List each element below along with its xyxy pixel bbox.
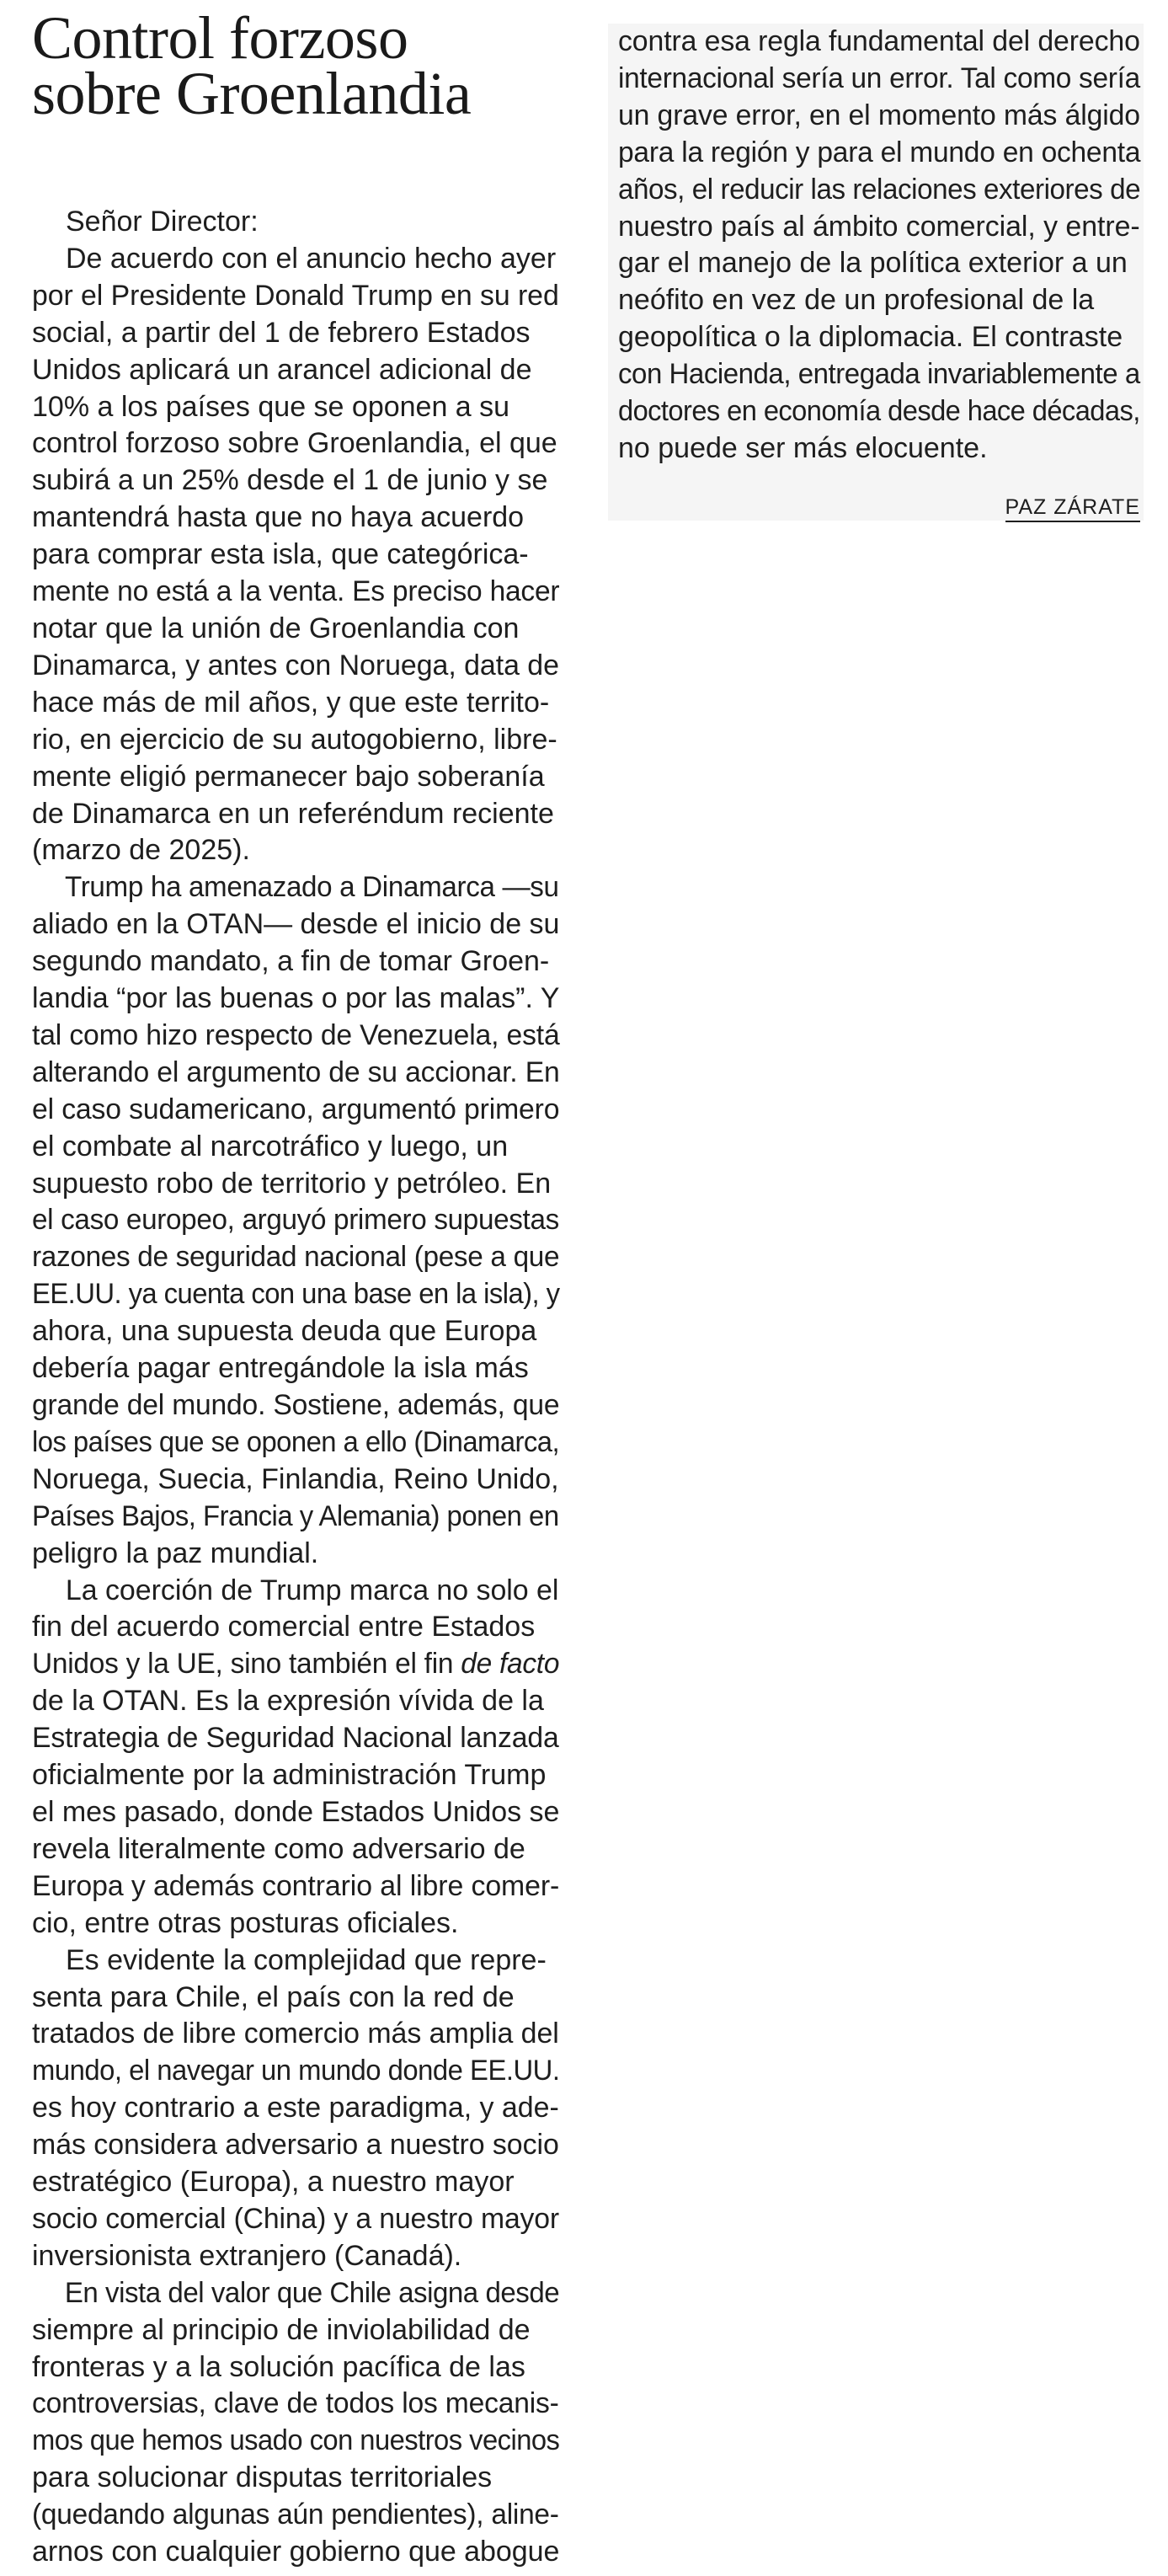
body-line — [32, 1092, 560, 1129]
body-line — [32, 500, 559, 537]
body-line-text: Noruega, Suecia, Finlandia, Reino Unido, — [32, 1462, 559, 1495]
body-line — [32, 1202, 559, 1239]
body-line — [32, 906, 559, 943]
body-line — [32, 1462, 559, 1499]
body-line — [32, 2275, 560, 2312]
body-line-text: Países Bajos, Francia y Alemania) ponen en — [32, 1499, 559, 1532]
body-line-text: La coerción de Trump marca no solo el — [65, 1574, 559, 1606]
body-line-text: landia “por las buenas o por las malas”. Y — [32, 982, 560, 1015]
body-line-text: Unidos y la UE, sino también el fin — [32, 1648, 461, 1681]
body-line-text: Trump ha amenazado a Dinamarca —su — [65, 871, 559, 904]
body-line-text: debería pagar entregándole la isla más — [32, 1352, 529, 1385]
body-line — [32, 648, 557, 685]
body-line — [32, 943, 559, 981]
salutation: Señor Director: — [66, 206, 259, 238]
body-line — [32, 1573, 558, 1610]
body-line — [32, 352, 559, 389]
body-line-text: mente no está a la venta. Es preciso hacer — [32, 575, 560, 608]
body-line: neófito en vez de un profesional de la — [618, 284, 1095, 317]
body-line — [32, 1831, 559, 1868]
body-line — [32, 2312, 559, 2349]
body-line — [32, 1794, 559, 1831]
body-line — [32, 2164, 559, 2201]
body-line — [32, 1129, 559, 1166]
body-line-text: social, a partir del 1 de febrero Estados — [32, 316, 531, 349]
body-line-text: por el Presidente Donald Trump en su red — [32, 279, 559, 312]
body-line — [32, 1980, 559, 2017]
body-line — [32, 611, 559, 648]
body-line-text: De acuerdo con el anuncio hecho ayer — [66, 242, 557, 275]
body-line — [32, 759, 559, 796]
body-line-text: siempre al principio de inviolabilidad de — [32, 2313, 531, 2346]
body-line — [32, 2090, 558, 2127]
body-line-text: los países que se oponen a ello (Dinamarca, — [32, 1425, 560, 1458]
italic-phrase: de facto — [461, 1648, 560, 1681]
body-line — [32, 315, 559, 352]
body-line — [32, 2127, 557, 2164]
body-line-text: EE.UU. ya cuenta con una base en la isla), y — [32, 1278, 560, 1311]
body-line-text: alterando el argumento de su accionar. En — [32, 1056, 560, 1088]
body-line-text: el caso sudamericano, argumentó primero — [32, 1093, 560, 1125]
body-line-text: tal como hizo respecto de Venezuela, está — [32, 1018, 560, 1051]
body-line-text: Estrategia de Seguridad Nacional lanzada — [32, 1722, 559, 1755]
body-line-text: socio comercial (China) y a nuestro mayor — [32, 2202, 559, 2235]
body-line-text: estratégico (Europa), a nuestro mayor — [32, 2166, 515, 2199]
body-line-text: es hoy contrario a este paradigma, y ade- — [32, 2092, 559, 2124]
body-line — [32, 574, 560, 611]
body-line: no puede ser más elocuente. — [618, 431, 988, 464]
right-column — [608, 24, 1144, 521]
body-line — [32, 537, 559, 574]
body-line-text: notar que la unión de Groenlandia con — [32, 612, 520, 644]
body-line — [32, 2201, 559, 2238]
body-line-text: mantendrá hasta que no haya acuerdo — [32, 501, 525, 534]
body-line-text: 10% a los países que se oponen a su — [32, 390, 510, 423]
body-line — [32, 1720, 559, 1757]
body-line — [32, 1536, 559, 1573]
body-line-text: de la OTAN. Es la expresión vívida de la — [32, 1685, 544, 1718]
body-line — [32, 2349, 559, 2386]
body-line — [32, 1239, 560, 1276]
body-line-text: ahora, una supuesta deuda que Europa — [32, 1315, 537, 1348]
body-line — [32, 1609, 559, 1646]
author-signature: PAZ ZÁRATE — [1005, 495, 1140, 522]
body-line: doctores en economía desde hace décadas, — [618, 395, 1140, 428]
body-line-text: (quedando algunas aún pendientes), aline- — [32, 2499, 559, 2531]
body-line-text: rio, en ejercicio de su autogobierno, libre- — [32, 723, 557, 756]
body-line-text: para solucionar disputas territoriales — [32, 2461, 493, 2494]
body-line-text: cio, entre otras posturas oficiales. — [32, 1906, 459, 1939]
body-line-text: mundo, el navegar un mundo donde EE.UU. — [32, 2055, 560, 2087]
body-line-text: En vista del valor que Chile asigna desde — [64, 2276, 560, 2309]
body-line — [32, 1499, 559, 1536]
body-line-text: Unidos aplicará un arancel adicional de — [32, 353, 532, 386]
body-line — [32, 2534, 559, 2571]
body-line — [32, 1055, 560, 1092]
body-line-text: mente eligió permanecer bajo soberanía — [32, 760, 545, 793]
body-line — [32, 1943, 559, 1980]
body-line — [32, 1868, 560, 1905]
body-line-text: control forzoso sobre Groenlandia, el que — [32, 427, 557, 460]
body-line — [32, 1276, 560, 1313]
body-line — [32, 1018, 560, 1055]
body-line: un grave error, en el momento más álgido — [618, 99, 1140, 131]
left-column-lines — [32, 241, 559, 2571]
body-line: gar el manejo de la política exterior a un — [618, 247, 1128, 280]
body-line — [32, 425, 559, 462]
body-line-text: revela literalmente como adversario de — [32, 1832, 525, 1865]
body-line — [32, 241, 559, 278]
body-line — [32, 981, 559, 1018]
body-line — [32, 2423, 560, 2460]
body-line-text: controversias, clave de todos los mecanis- — [32, 2387, 559, 2420]
body-line-text: grande del mundo. Sostiene, además, que — [32, 1389, 560, 1421]
body-line — [32, 2460, 559, 2497]
body-line — [32, 1905, 559, 1943]
body-line-text: fin del acuerdo comercial entre Estados — [32, 1611, 536, 1643]
body-line — [32, 1646, 560, 1683]
body-line — [32, 2386, 559, 2423]
body-line-text: el caso europeo, arguyó primero supuestas — [32, 1204, 559, 1237]
body-line: contra esa regla fundamental del derecho — [618, 25, 1140, 57]
body-line-text: Dinamarca, y antes con Noruega, data de — [32, 649, 559, 681]
body-line-text: (marzo de 2025). — [32, 834, 250, 867]
body-line — [32, 389, 559, 426]
body-line-text: inversionista extranjero (Canadá). — [32, 2239, 462, 2272]
body-line-text: fronteras y a la solución pacífica de las — [32, 2350, 525, 2383]
body-line — [32, 1313, 559, 1350]
body-line-text: razones de seguridad nacional (pese a que — [32, 1241, 560, 1274]
body-line — [32, 1424, 560, 1462]
body-line-text: mos que hemos usado con nuestros vecinos — [32, 2424, 560, 2457]
body-line — [32, 1350, 559, 1387]
body-line: años, el reducir las relaciones exteriores de — [618, 173, 1141, 206]
body-line-text: más considera adversario a nuestro socio — [32, 2129, 559, 2162]
body-line-text: peligro la paz mundial. — [32, 1537, 319, 1569]
body-line: para la región y para el mundo en ochenta — [618, 136, 1141, 168]
body-line-text: segundo mandato, a fin de tomar Groen- — [32, 945, 550, 978]
body-line: geopolítica o la diplomacia. El contraste — [618, 321, 1123, 354]
body-line-text: oficialmente por la administración Trump — [32, 1759, 547, 1792]
body-line: nuestro país al ámbito comercial, y entre- — [618, 210, 1140, 243]
letter-body-right — [618, 24, 1140, 468]
body-line — [32, 2497, 559, 2534]
body-line-text: Europa y además contrario al libre comer- — [32, 1869, 560, 1902]
body-line — [32, 722, 559, 759]
body-line — [32, 2053, 560, 2090]
body-line-text: Es evidente la complejidad que repre- — [66, 1943, 547, 1976]
body-line — [32, 796, 559, 833]
body-line — [32, 2238, 559, 2275]
headline-line-2: sobre Groenlandia — [32, 60, 472, 127]
body-line — [32, 278, 557, 315]
body-line — [32, 1757, 559, 1794]
body-line — [32, 832, 559, 869]
body-line-text: hace más de mil años, y que este territo- — [32, 686, 550, 719]
body-line-text: supuesto robo de territorio y petróleo. En — [32, 1167, 552, 1200]
body-line-text: para comprar esta isla, que categórica- — [32, 538, 529, 571]
body-line — [32, 2016, 557, 2053]
body-line: con Hacienda, entregada invariablemente a — [618, 358, 1140, 391]
body-line-text: subirá a un 25% desde el 1 de junio y se — [32, 464, 548, 497]
left-column — [32, 4, 560, 2571]
body-line — [32, 869, 559, 906]
body-line — [32, 685, 559, 722]
body-line-text: tratados de libre comercio más amplia del — [32, 2018, 559, 2050]
headline-line-1: Control forzoso — [32, 4, 408, 72]
body-line-text: el combate al narcotráfico y luego, un — [32, 1130, 509, 1162]
body-line-text: de Dinamarca en un referéndum reciente — [32, 797, 554, 830]
body-line — [32, 1387, 560, 1424]
body-line-text: senta para Chile, el país con la red de — [32, 1980, 515, 2013]
body-line-text: arnos con cualquier gobierno que abogue — [32, 2536, 560, 2568]
body-line — [32, 1166, 559, 1203]
headline — [32, 4, 559, 127]
body-line: internacional sería un error. Tal como sería — [618, 61, 1140, 94]
body-line-text: aliado en la OTAN— desde el inicio de su — [32, 908, 560, 941]
body-line-text: el mes pasado, donde Estados Unidos se — [32, 1795, 560, 1828]
body-line — [32, 462, 559, 500]
letter-body-left — [32, 204, 559, 2571]
body-line — [32, 1683, 559, 1720]
